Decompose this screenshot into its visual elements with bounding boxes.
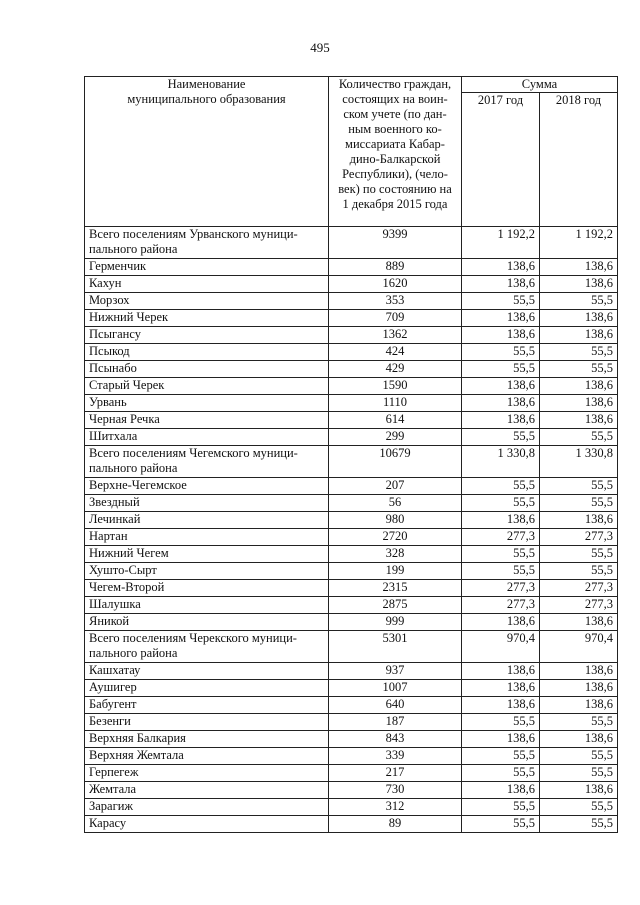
- municipality-name-text: Лечинкай: [89, 512, 141, 526]
- cell-sum-2017: 55,5: [462, 799, 540, 816]
- cell-sum-2018: 277,3: [540, 597, 618, 614]
- municipality-name-text: Яникой: [89, 614, 130, 628]
- municipality-name-text: Аушигер: [89, 680, 137, 694]
- table-row: [85, 680, 618, 697]
- table-row: [85, 378, 618, 395]
- allocation-table: [84, 76, 618, 833]
- cell-sum-2017: 138,6: [462, 310, 540, 327]
- cell-citizens-count: 56: [329, 495, 462, 512]
- table-row: [85, 395, 618, 412]
- cell-sum-2018: 55,5: [540, 546, 618, 563]
- table-body: [85, 227, 618, 833]
- table-row: [85, 748, 618, 765]
- cell-sum-2018: 55,5: [540, 293, 618, 310]
- table-row: [85, 259, 618, 276]
- cell-sum-2018: 138,6: [540, 310, 618, 327]
- cell-sum-2018: 277,3: [540, 529, 618, 546]
- municipality-name-text: Карасу: [89, 816, 127, 830]
- cell-sum-2018: 138,6: [540, 731, 618, 748]
- cell-municipality-name: [85, 378, 329, 395]
- cell-municipality-name: [85, 529, 329, 546]
- municipality-name-text: Кахун: [89, 276, 122, 290]
- cell-municipality-name: [85, 748, 329, 765]
- cell-sum-2018: 55,5: [540, 765, 618, 782]
- cell-municipality-name: [85, 227, 329, 259]
- cell-municipality-name: [85, 495, 329, 512]
- table-row: [85, 597, 618, 614]
- cell-municipality-name: [85, 429, 329, 446]
- cell-citizens-count: 1362: [329, 327, 462, 344]
- cell-municipality-name: [85, 631, 329, 663]
- municipality-name-text: Псыкод: [89, 344, 130, 358]
- table-row-total: [85, 446, 618, 478]
- table-row: [85, 293, 618, 310]
- cell-sum-2017: 138,6: [462, 512, 540, 529]
- cell-municipality-name: [85, 546, 329, 563]
- cell-municipality-name: [85, 310, 329, 327]
- cell-sum-2017: 138,6: [462, 395, 540, 412]
- table-row: [85, 276, 618, 293]
- table-row: [85, 799, 618, 816]
- cell-citizens-count: 730: [329, 782, 462, 799]
- municipality-name-text: Псынабо: [89, 361, 137, 375]
- cell-citizens-count: 424: [329, 344, 462, 361]
- municipality-name-text: Нартан: [89, 529, 128, 543]
- cell-citizens-count: 299: [329, 429, 462, 446]
- cell-sum-2017: 55,5: [462, 495, 540, 512]
- cell-citizens-count: 89: [329, 816, 462, 833]
- municipality-name-text: Герпегеж: [89, 765, 139, 779]
- cell-citizens-count: 207: [329, 478, 462, 495]
- cell-municipality-name: [85, 680, 329, 697]
- table-row: [85, 412, 618, 429]
- cell-citizens-count: 1007: [329, 680, 462, 697]
- cell-citizens-count: 709: [329, 310, 462, 327]
- cell-sum-2018: 138,6: [540, 697, 618, 714]
- cell-sum-2018: 55,5: [540, 816, 618, 833]
- cell-sum-2018: 55,5: [540, 799, 618, 816]
- cell-citizens-count: 217: [329, 765, 462, 782]
- cell-municipality-name: [85, 731, 329, 748]
- cell-municipality-name: [85, 344, 329, 361]
- table-row: [85, 429, 618, 446]
- table-row: [85, 546, 618, 563]
- cell-sum-2018: 55,5: [540, 429, 618, 446]
- municipality-name-text: Герменчик: [89, 259, 147, 273]
- table-row: [85, 714, 618, 731]
- table-row-total: [85, 631, 618, 663]
- cell-sum-2018: 55,5: [540, 361, 618, 378]
- cell-sum-2017: 138,6: [462, 327, 540, 344]
- cell-sum-2017: 1 192,2: [462, 227, 540, 259]
- cell-sum-2017: 138,6: [462, 378, 540, 395]
- municipality-name-text: Нижний Чегем: [89, 546, 169, 560]
- cell-sum-2018: 138,6: [540, 663, 618, 680]
- cell-municipality-name: [85, 276, 329, 293]
- municipality-name-text: Черная Речка: [89, 412, 160, 426]
- table-row: [85, 344, 618, 361]
- cell-citizens-count: 339: [329, 748, 462, 765]
- cell-sum-2018: 138,6: [540, 378, 618, 395]
- cell-citizens-count: 328: [329, 546, 462, 563]
- cell-sum-2018: 1 192,2: [540, 227, 618, 259]
- municipality-name-text: Псыгансу: [89, 327, 141, 341]
- table-row: [85, 361, 618, 378]
- cell-sum-2017: 55,5: [462, 816, 540, 833]
- table-row: [85, 663, 618, 680]
- cell-municipality-name: [85, 614, 329, 631]
- cell-municipality-name: [85, 293, 329, 310]
- cell-citizens-count: 10679: [329, 446, 462, 478]
- municipality-name-text: Шалушка: [89, 597, 141, 611]
- cell-sum-2017: 138,6: [462, 276, 540, 293]
- cell-sum-2018: 970,4: [540, 631, 618, 663]
- table-row: [85, 310, 618, 327]
- cell-sum-2017: 55,5: [462, 293, 540, 310]
- cell-citizens-count: 1590: [329, 378, 462, 395]
- cell-sum-2018: 138,6: [540, 680, 618, 697]
- cell-sum-2017: 55,5: [462, 563, 540, 580]
- municipality-name-text: Верхне-Чегемское: [89, 478, 187, 492]
- cell-sum-2017: 138,6: [462, 412, 540, 429]
- cell-municipality-name: [85, 327, 329, 344]
- municipality-name-text: Безенги: [89, 714, 131, 728]
- cell-municipality-name: [85, 446, 329, 478]
- cell-municipality-name: [85, 395, 329, 412]
- municipality-name-text: Нижний Черек: [89, 310, 169, 324]
- cell-sum-2018: 138,6: [540, 395, 618, 412]
- cell-municipality-name: [85, 597, 329, 614]
- table-row: [85, 816, 618, 833]
- cell-municipality-name: [85, 563, 329, 580]
- cell-sum-2017: 277,3: [462, 580, 540, 597]
- cell-sum-2017: 138,6: [462, 614, 540, 631]
- cell-sum-2017: 970,4: [462, 631, 540, 663]
- cell-citizens-count: 640: [329, 697, 462, 714]
- table-row: [85, 782, 618, 799]
- cell-municipality-name: [85, 799, 329, 816]
- cell-citizens-count: 614: [329, 412, 462, 429]
- cell-citizens-count: 2315: [329, 580, 462, 597]
- cell-citizens-count: 2720: [329, 529, 462, 546]
- cell-sum-2017: 55,5: [462, 429, 540, 446]
- table-row: [85, 731, 618, 748]
- cell-sum-2018: 138,6: [540, 412, 618, 429]
- cell-sum-2018: 138,6: [540, 512, 618, 529]
- cell-citizens-count: 429: [329, 361, 462, 378]
- municipality-name-text: Всего поселениям Чегемского муници- пального района: [89, 446, 298, 475]
- table-row: [85, 697, 618, 714]
- cell-municipality-name: [85, 697, 329, 714]
- cell-municipality-name: [85, 580, 329, 597]
- municipality-name-text: Морзох: [89, 293, 130, 307]
- cell-citizens-count: 937: [329, 663, 462, 680]
- cell-sum-2018: 138,6: [540, 259, 618, 276]
- table-row: [85, 327, 618, 344]
- cell-sum-2017: 55,5: [462, 361, 540, 378]
- cell-citizens-count: 9399: [329, 227, 462, 259]
- cell-sum-2017: 138,6: [462, 663, 540, 680]
- header-year-2018: 2018 год: [540, 93, 618, 227]
- table-row: [85, 614, 618, 631]
- header-citizens-count: Количество граждан, состоящих на воин- ском учете (по дан- ным военного ко- миссариата Кабар- дино-Балкарской Республики), (чело- век) по состоянию на 1 декабря 2015 года: [329, 77, 462, 227]
- cell-citizens-count: 980: [329, 512, 462, 529]
- municipality-name-text: Кашхатау: [89, 663, 141, 677]
- header-sum: Сумма: [462, 77, 618, 93]
- cell-citizens-count: 843: [329, 731, 462, 748]
- cell-sum-2018: 138,6: [540, 614, 618, 631]
- header-municipality: Наименование муниципального образования: [85, 77, 329, 227]
- cell-citizens-count: 5301: [329, 631, 462, 663]
- cell-citizens-count: 1620: [329, 276, 462, 293]
- cell-municipality-name: [85, 765, 329, 782]
- table-row: [85, 512, 618, 529]
- cell-sum-2018: 55,5: [540, 478, 618, 495]
- cell-sum-2017: 138,6: [462, 259, 540, 276]
- cell-citizens-count: 353: [329, 293, 462, 310]
- municipality-name-text: Жемтала: [89, 782, 137, 796]
- table-row: [85, 580, 618, 597]
- table-row: [85, 765, 618, 782]
- municipality-name-text: Чегем-Второй: [89, 580, 165, 594]
- cell-sum-2017: 55,5: [462, 344, 540, 361]
- cell-sum-2017: 55,5: [462, 748, 540, 765]
- municipality-name-text: Всего поселениям Черекского муници- пального района: [89, 631, 297, 660]
- cell-sum-2018: 277,3: [540, 580, 618, 597]
- cell-citizens-count: 1110: [329, 395, 462, 412]
- cell-citizens-count: 199: [329, 563, 462, 580]
- cell-municipality-name: [85, 361, 329, 378]
- cell-sum-2018: 55,5: [540, 714, 618, 731]
- municipality-name-text: Старый Черек: [89, 378, 165, 392]
- cell-sum-2017: 138,6: [462, 680, 540, 697]
- table-row-total: [85, 227, 618, 259]
- cell-municipality-name: [85, 478, 329, 495]
- cell-sum-2017: 277,3: [462, 597, 540, 614]
- municipality-name-text: Хушто-Сырт: [89, 563, 157, 577]
- cell-sum-2017: 138,6: [462, 697, 540, 714]
- cell-sum-2017: 55,5: [462, 478, 540, 495]
- municipality-name-text: Верхняя Жемтала: [89, 748, 184, 762]
- cell-sum-2017: 138,6: [462, 731, 540, 748]
- cell-sum-2018: 138,6: [540, 327, 618, 344]
- cell-sum-2017: 55,5: [462, 546, 540, 563]
- municipality-name-text: Верхняя Балкария: [89, 731, 186, 745]
- cell-sum-2017: 277,3: [462, 529, 540, 546]
- cell-citizens-count: 889: [329, 259, 462, 276]
- cell-sum-2017: 1 330,8: [462, 446, 540, 478]
- municipality-name-text: Звездный: [89, 495, 140, 509]
- cell-citizens-count: 2875: [329, 597, 462, 614]
- table-row: [85, 563, 618, 580]
- cell-sum-2018: 138,6: [540, 276, 618, 293]
- header-year-2017: 2017 год: [462, 93, 540, 227]
- table-row: [85, 478, 618, 495]
- municipality-name-text: Зарагиж: [89, 799, 134, 813]
- cell-sum-2018: 55,5: [540, 495, 618, 512]
- municipality-name-text: Бабугент: [89, 697, 137, 711]
- cell-sum-2017: 55,5: [462, 714, 540, 731]
- cell-sum-2018: 55,5: [540, 344, 618, 361]
- cell-municipality-name: [85, 782, 329, 799]
- cell-sum-2018: 138,6: [540, 782, 618, 799]
- cell-citizens-count: 999: [329, 614, 462, 631]
- cell-citizens-count: 312: [329, 799, 462, 816]
- cell-municipality-name: [85, 259, 329, 276]
- municipality-name-text: Урвань: [89, 395, 127, 409]
- cell-sum-2018: 55,5: [540, 563, 618, 580]
- cell-sum-2018: 55,5: [540, 748, 618, 765]
- municipality-name-text: Шитхала: [89, 429, 138, 443]
- cell-municipality-name: [85, 512, 329, 529]
- cell-municipality-name: [85, 663, 329, 680]
- cell-municipality-name: [85, 412, 329, 429]
- cell-sum-2018: 1 330,8: [540, 446, 618, 478]
- cell-municipality-name: [85, 714, 329, 731]
- cell-municipality-name: [85, 816, 329, 833]
- cell-sum-2017: 138,6: [462, 782, 540, 799]
- cell-sum-2017: 55,5: [462, 765, 540, 782]
- page-number: 495: [310, 40, 330, 55]
- table-row: [85, 495, 618, 512]
- table-row: [85, 529, 618, 546]
- cell-citizens-count: 187: [329, 714, 462, 731]
- municipality-name-text: Всего поселениям Урванского муници- пального района: [89, 227, 298, 256]
